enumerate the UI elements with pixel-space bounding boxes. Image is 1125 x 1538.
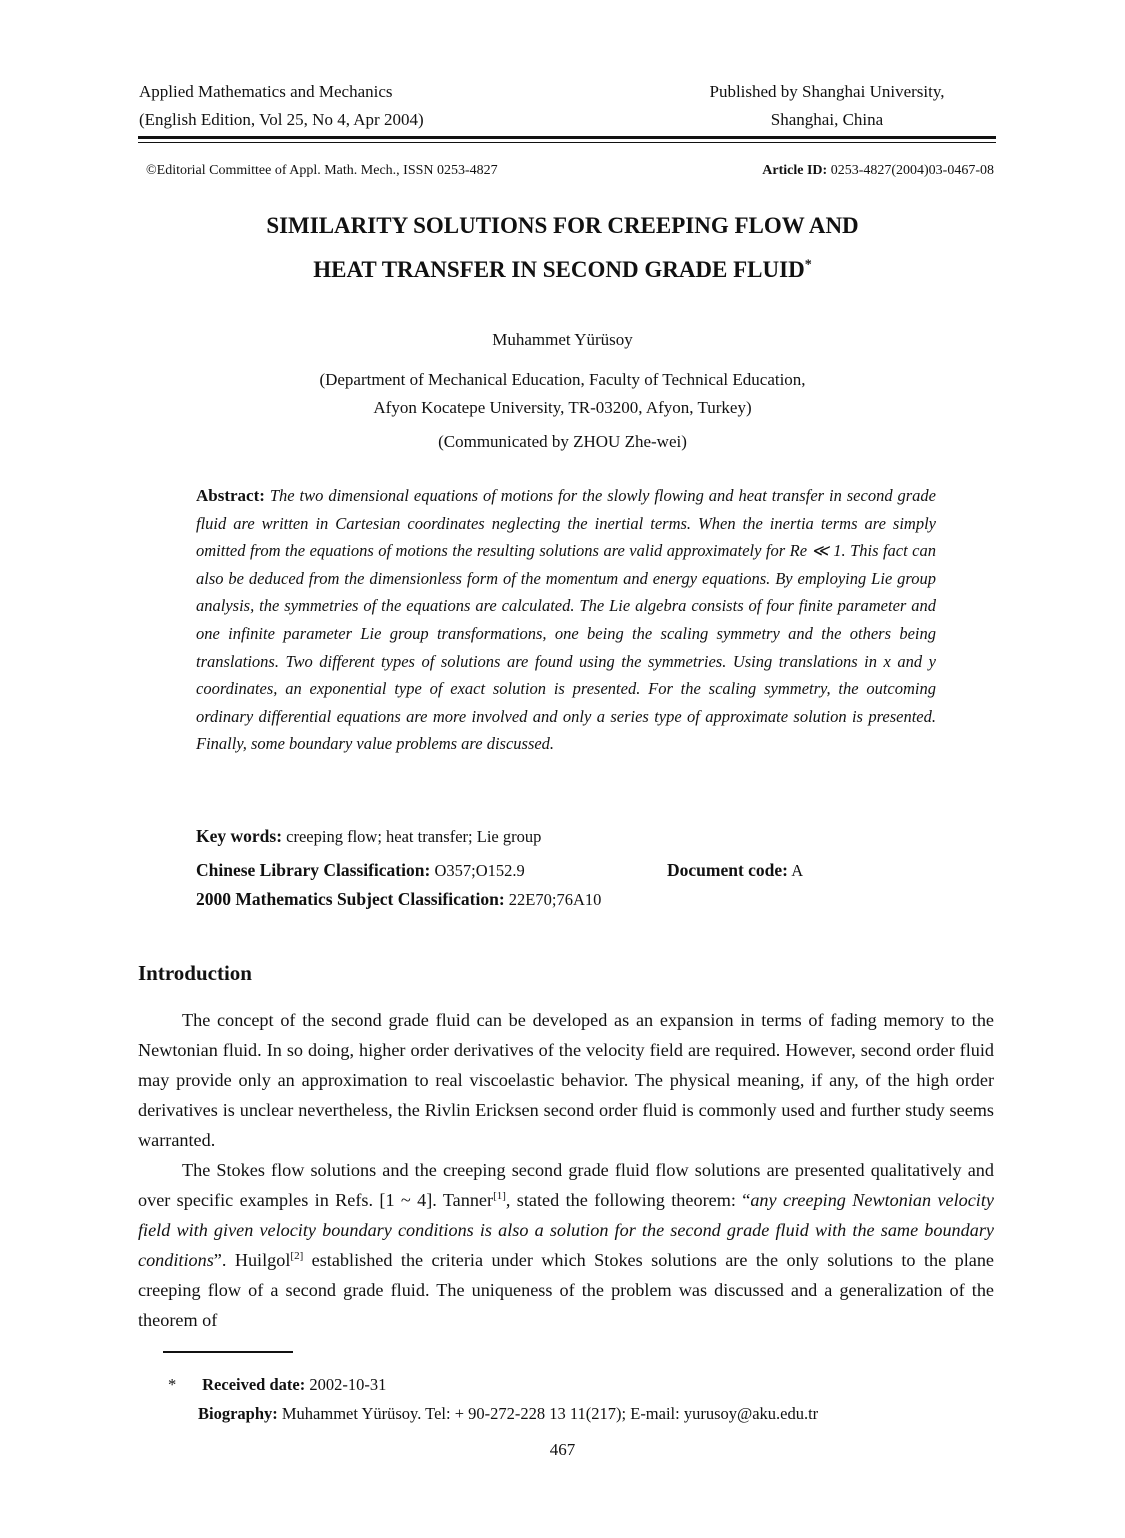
communicated-by: (Communicated by ZHOU Zhe-wei) xyxy=(438,432,687,451)
intro-paragraph-2 xyxy=(138,1155,994,1335)
chinese-library-classification xyxy=(196,860,525,881)
msc-classification xyxy=(196,889,601,910)
article-id xyxy=(762,163,994,179)
document-code-label: Document code: xyxy=(667,860,789,880)
intro-p2-text-a: The Stokes flow solutions and the creeping second grade fluid flow solutions are presented qualitatively and over specific examples in Refs. [1 ~ 4]. Tanner xyxy=(138,1160,994,1210)
paper-title-line-1: SIMILARITY SOLUTIONS FOR CREEPING FLOW AND xyxy=(266,213,859,238)
tanner-theorem-quote: any creeping Newtonian velocity field with given velocity boundary conditions is also a solution for the second grade fluid with the same boundary conditions xyxy=(138,1190,994,1270)
intro-paragraph-1: The concept of the second grade fluid can be developed as an expansion in terms of fading memory to the Newtonian fluid. In so doing, higher order derivatives of the velocity field are required. However, second order fluid may provide only an approximation to real viscoelastic behavior. The physical meaning, if any, of the high order derivatives is unclear nevertheless, the Rivlin Ericksen second order fluid is commonly used and further study seems warranted. xyxy=(138,1010,994,1150)
intro-p2-text-d: established the criteria under which Stokes solutions are the only solutions to the plane creeping flow of a second grade fluid. The uniqueness of the problem was discussed and a generalization of the theorem of xyxy=(138,1250,994,1330)
affiliation-line-1: (Department of Mechanical Education, Faculty of Technical Education, xyxy=(319,370,806,389)
title-footnote-marker: * xyxy=(804,257,812,273)
journal-line-1: Applied Mathematics and Mechanics xyxy=(139,82,393,101)
header-rule-thick xyxy=(138,136,996,139)
publisher xyxy=(660,78,994,134)
keywords-value: creeping flow; heat transfer; Lie group xyxy=(286,827,542,846)
publisher-line-2: Shanghai, China xyxy=(770,110,884,129)
received-label: Received date: xyxy=(202,1375,306,1394)
document-code-value: A xyxy=(791,861,804,880)
page-number: 467 xyxy=(549,1440,576,1459)
paper-title-line-2-text: HEAT TRANSFER IN SECOND GRADE FLUID xyxy=(313,257,805,282)
header-rule-thin xyxy=(138,142,996,143)
citation-ref-1: [1] xyxy=(493,1189,506,1202)
journal-line-2: (English Edition, Vol 25, No 4, Apr 2004) xyxy=(139,110,424,129)
abstract xyxy=(196,482,936,758)
article-id-label: Article ID: xyxy=(762,163,828,178)
author-name: Muhammet Yürüsoy xyxy=(492,330,633,349)
abstract-text: The two dimensional equations of motions for the slowly flowing and heat transfer in second grade fluid are written in Cartesian coordinates neglecting the inertial terms. When the inertia terms are simply omitted from the equations of motions the resulting solutions are valid approximately for Re ≪ 1. This fact can also be deduced from the dimensionless form of the momentum and energy equations. By employing Lie group analysis, the symmetries of the equations are calculated. The Lie algebra consists of four finite parameter and one infinite parameter Lie group transformations, one being the scaling symmetry and the others being translations. Two different types of solutions are found using the symmetries. Using translations in x and y coordinates, an exponential type of exact solution is presented. For the scaling symmetry, the outcoming ordinary differential equations are more involved and only a series type of approximate solution is presented. Finally, some boundary value problems are discussed. xyxy=(196,486,937,754)
copyright-line: ©Editorial Committee of Appl. Math. Mech., ISSN 0253-4827 xyxy=(146,163,498,178)
footnote-received xyxy=(168,1375,386,1395)
journal-name xyxy=(139,78,424,134)
abstract-label: Abstract: xyxy=(196,486,265,505)
intro-p2-text-b: , stated the following theorem: “ xyxy=(505,1190,751,1210)
intro-p2-text-c: ”. Huilgol xyxy=(213,1250,291,1270)
footnote-biography xyxy=(198,1404,818,1424)
publisher-line-1: Published by Shanghai University, xyxy=(709,82,945,101)
citation-ref-2: [2] xyxy=(290,1249,304,1262)
document-code xyxy=(667,860,803,881)
biography-value: Muhammet Yürüsoy. Tel: + 90-272-228 13 11(217); E-mail: yurusoy@aku.edu.tr xyxy=(281,1404,819,1423)
msc-label: 2000 Mathematics Subject Classification: xyxy=(196,889,505,909)
keywords-label: Key words: xyxy=(196,826,283,846)
article-id-value: 0253-4827(2004)03-0467-08 xyxy=(830,163,994,178)
affiliation-line-2: Afyon Kocatepe University, TR-03200, Afyon, Turkey) xyxy=(373,398,752,417)
paper-title-line-2 xyxy=(0,257,1125,283)
clc-value: O357;O152.9 xyxy=(434,861,525,880)
biography-label: Biography: xyxy=(198,1404,278,1423)
footnote-rule xyxy=(163,1351,293,1353)
received-value: 2002-10-31 xyxy=(309,1375,387,1394)
msc-value: 22E70;76A10 xyxy=(508,890,602,909)
keywords xyxy=(196,826,541,847)
clc-label: Chinese Library Classification: xyxy=(196,860,431,880)
section-heading-introduction: Introduction xyxy=(138,961,252,985)
footnote-star: * xyxy=(168,1375,177,1394)
